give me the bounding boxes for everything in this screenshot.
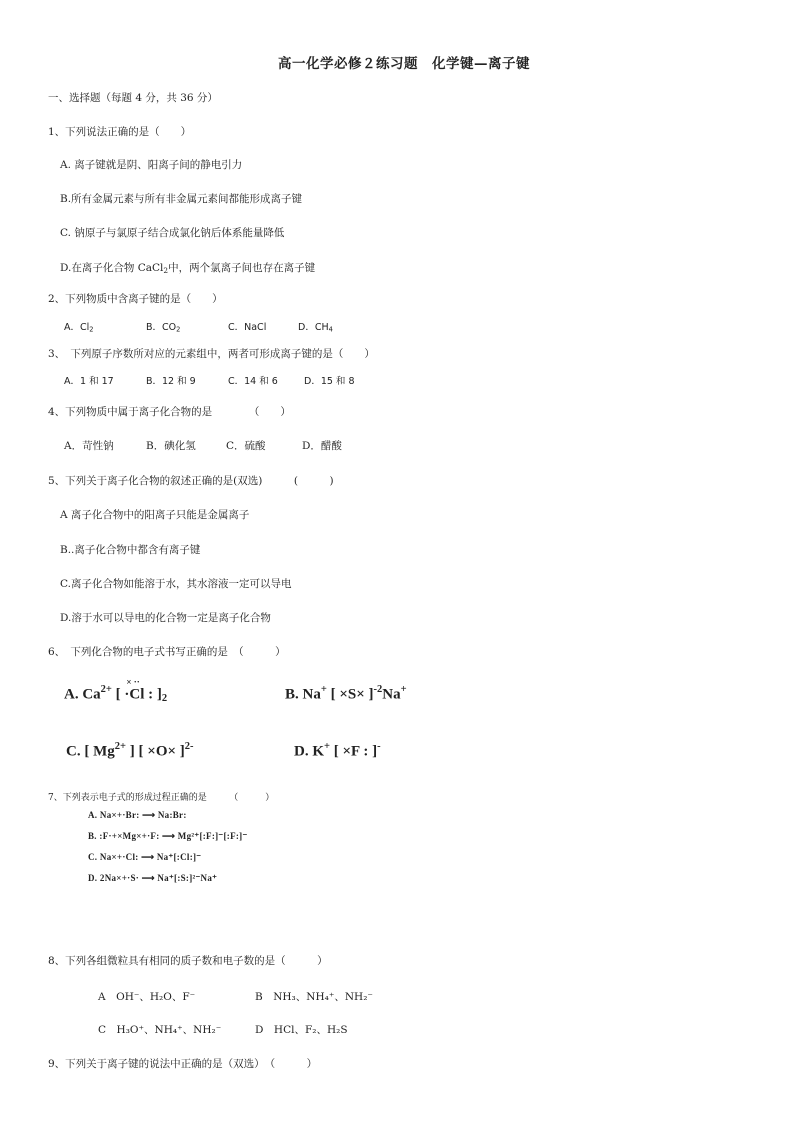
question-2-option-c: C．NaCl xyxy=(228,322,267,333)
page-title: 高一化学必修２练习题 化学键—离子键 xyxy=(278,56,530,72)
question-5-option-c: C.离子化合物如能溶于水，其水溶液一定可以导电 xyxy=(60,578,292,590)
section-heading: 一、选择题（每题 4 分，共 36 分） xyxy=(48,92,218,104)
question-7-option-d: D. 2Na×+·S· ⟶ Na⁺[:S:]²⁻Na⁺ xyxy=(88,873,218,883)
question-6-stem: 6、 下列化合物的电子式书写正确的是 （ ） xyxy=(48,646,286,658)
electron-dots-icon: × xyxy=(339,686,348,703)
question-3-stem: 3、 下列原子序数所对应的元素组中，两者可形成离子键的是（ ） xyxy=(48,348,375,360)
question-7-option-a: A. Na×+·Br: ⟶ Na:Br: xyxy=(88,810,187,820)
question-2-option-a: A．$Cl_2$ xyxy=(64,322,94,334)
question-8-option-c: C H₃O⁺、NH₄⁺、NH₂⁻ xyxy=(98,1024,222,1036)
question-8-option-a: A OH⁻、H₂O、F⁻ xyxy=(98,991,196,1003)
question-7-stem: 7、下列表示电子式的形成过程正确的是 （ ） xyxy=(48,793,275,803)
question-3-option-c: C．14 和 6 xyxy=(228,376,278,387)
question-1-option-b: B.所有金属元素与所有非金属元素间都能形成离子键 xyxy=(60,193,303,205)
question-8-option-d: D HCl、F₂、H₂S xyxy=(255,1024,348,1036)
question-9-stem: 9、下列关于离子键的说法中正确的是（双选） （ ） xyxy=(48,1058,318,1070)
question-7-option-c: C. Na×+·Cl: ⟶ Na⁺[:Cl:]⁻ xyxy=(88,852,202,862)
question-3-option-b: B．12 和 9 xyxy=(146,376,196,387)
electron-dots-icon: × xyxy=(342,743,352,760)
electron-dots-icon: × xyxy=(147,743,156,760)
electron-dots-icon: · xyxy=(124,686,130,703)
question-7-option-b: B. :F·+×Mg×+·F: ⟶ Mg²⁺[:F:]⁻[:F:]⁻ xyxy=(88,831,248,841)
question-3-option-d: D．15 和 8 xyxy=(304,376,355,387)
question-6-option-d: D. K+ [ ×F : ]- xyxy=(294,741,381,760)
question-6-option-a: A. $Ca^{2+}$ [ × ·· ·Cl : ]$_2$ xyxy=(64,677,168,704)
question-4-option-d: D．醋酸 xyxy=(302,440,342,452)
question-5-option-a: A 离子化合物中的阳离子只能是金属离子 xyxy=(60,509,250,521)
question-4-option-b: B．碘化氢 xyxy=(146,440,196,452)
question-5-option-d: D.溶于水可以导电的化合物一定是离子化合物 xyxy=(60,612,271,624)
question-3-option-a: A．1 和 17 xyxy=(64,376,114,387)
question-1-stem: 1、下列说法正确的是（ ） xyxy=(48,126,192,138)
question-5-option-b: B..离子化合物中都含有离子键 xyxy=(60,544,201,556)
question-6-option-c: C. [ $Mg^{2+}$ ] [ ×O× ]$^{2-}$ xyxy=(66,741,194,760)
question-2-option-d: D．$CH_4$ xyxy=(298,322,333,334)
question-1-option-c: C. 钠原子与氯原子结合成氯化钠后体系能量降低 xyxy=(60,227,285,239)
question-2-option-b: B．$CO_2$ xyxy=(146,322,181,334)
question-8-option-b: B NH₃、NH₄⁺、NH₂⁻ xyxy=(255,991,373,1003)
question-1-option-a: A. 离子键就是阴、阳离子间的静电引力 xyxy=(60,159,243,171)
question-4-option-c: C．硫酸 xyxy=(226,440,266,452)
question-4-stem: 4、下列物质中属于离子化合物的是 （ ） xyxy=(48,406,291,418)
question-4-option-a: A．苛性钠 xyxy=(64,440,114,452)
question-2-stem: 2、下列物质中含离子键的是（ ） xyxy=(48,293,223,305)
question-8-stem: 8、下列各组微粒具有相同的质子数和电子数的是（ ） xyxy=(48,955,328,967)
question-1-option-d: D.在离子化合物 CaCl$_2$中，两个氯离子间也存在离子键 xyxy=(60,262,316,275)
question-6-option-b: B. Na+ [ ×S× ]$^{-2}$Na+ xyxy=(285,684,407,703)
question-5-stem: 5、下列关于离子化合物的叙述正确的是(双选) ( ) xyxy=(48,475,334,487)
